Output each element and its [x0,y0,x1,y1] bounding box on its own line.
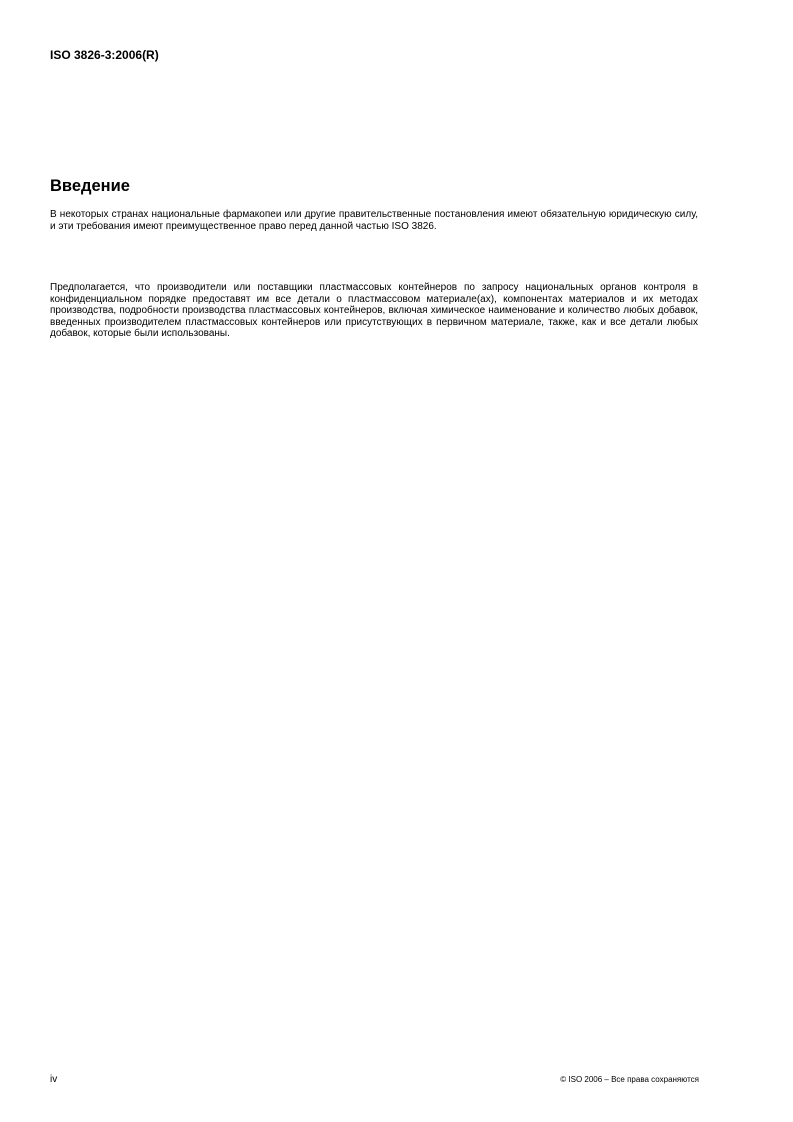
intro-paragraph-1: В некоторых странах национальные фармакопеи или другие правительственные постановления имеют обязательную юридическую силу, и эти требования имеют преимущественное право перед данной частью ISO 3826. [50,209,698,232]
page-number: iv [50,1074,58,1085]
document-id-header: ISO 3826-3:2006(R) [50,48,159,62]
copyright-notice: © ISO 2006 – Все права сохраняются [560,1075,699,1084]
section-title: Введение [50,177,130,195]
intro-paragraph-2: Предполагается, что производители или поставщики пластмассовых контейнеров по запросу национальных органов контроля в конфиденциальном порядке предоставят им все детали о пластмассовом материале(ах), компонентах материалов и их методах производства, подробности производства пластмассовых контейнеров, включая химическое наименование и количество любых добавок, введенных производителем пластмассовых контейнеров или присутствующих в первичном материале, также, как и все детали любых добавок, которые были использованы. [50,282,698,339]
